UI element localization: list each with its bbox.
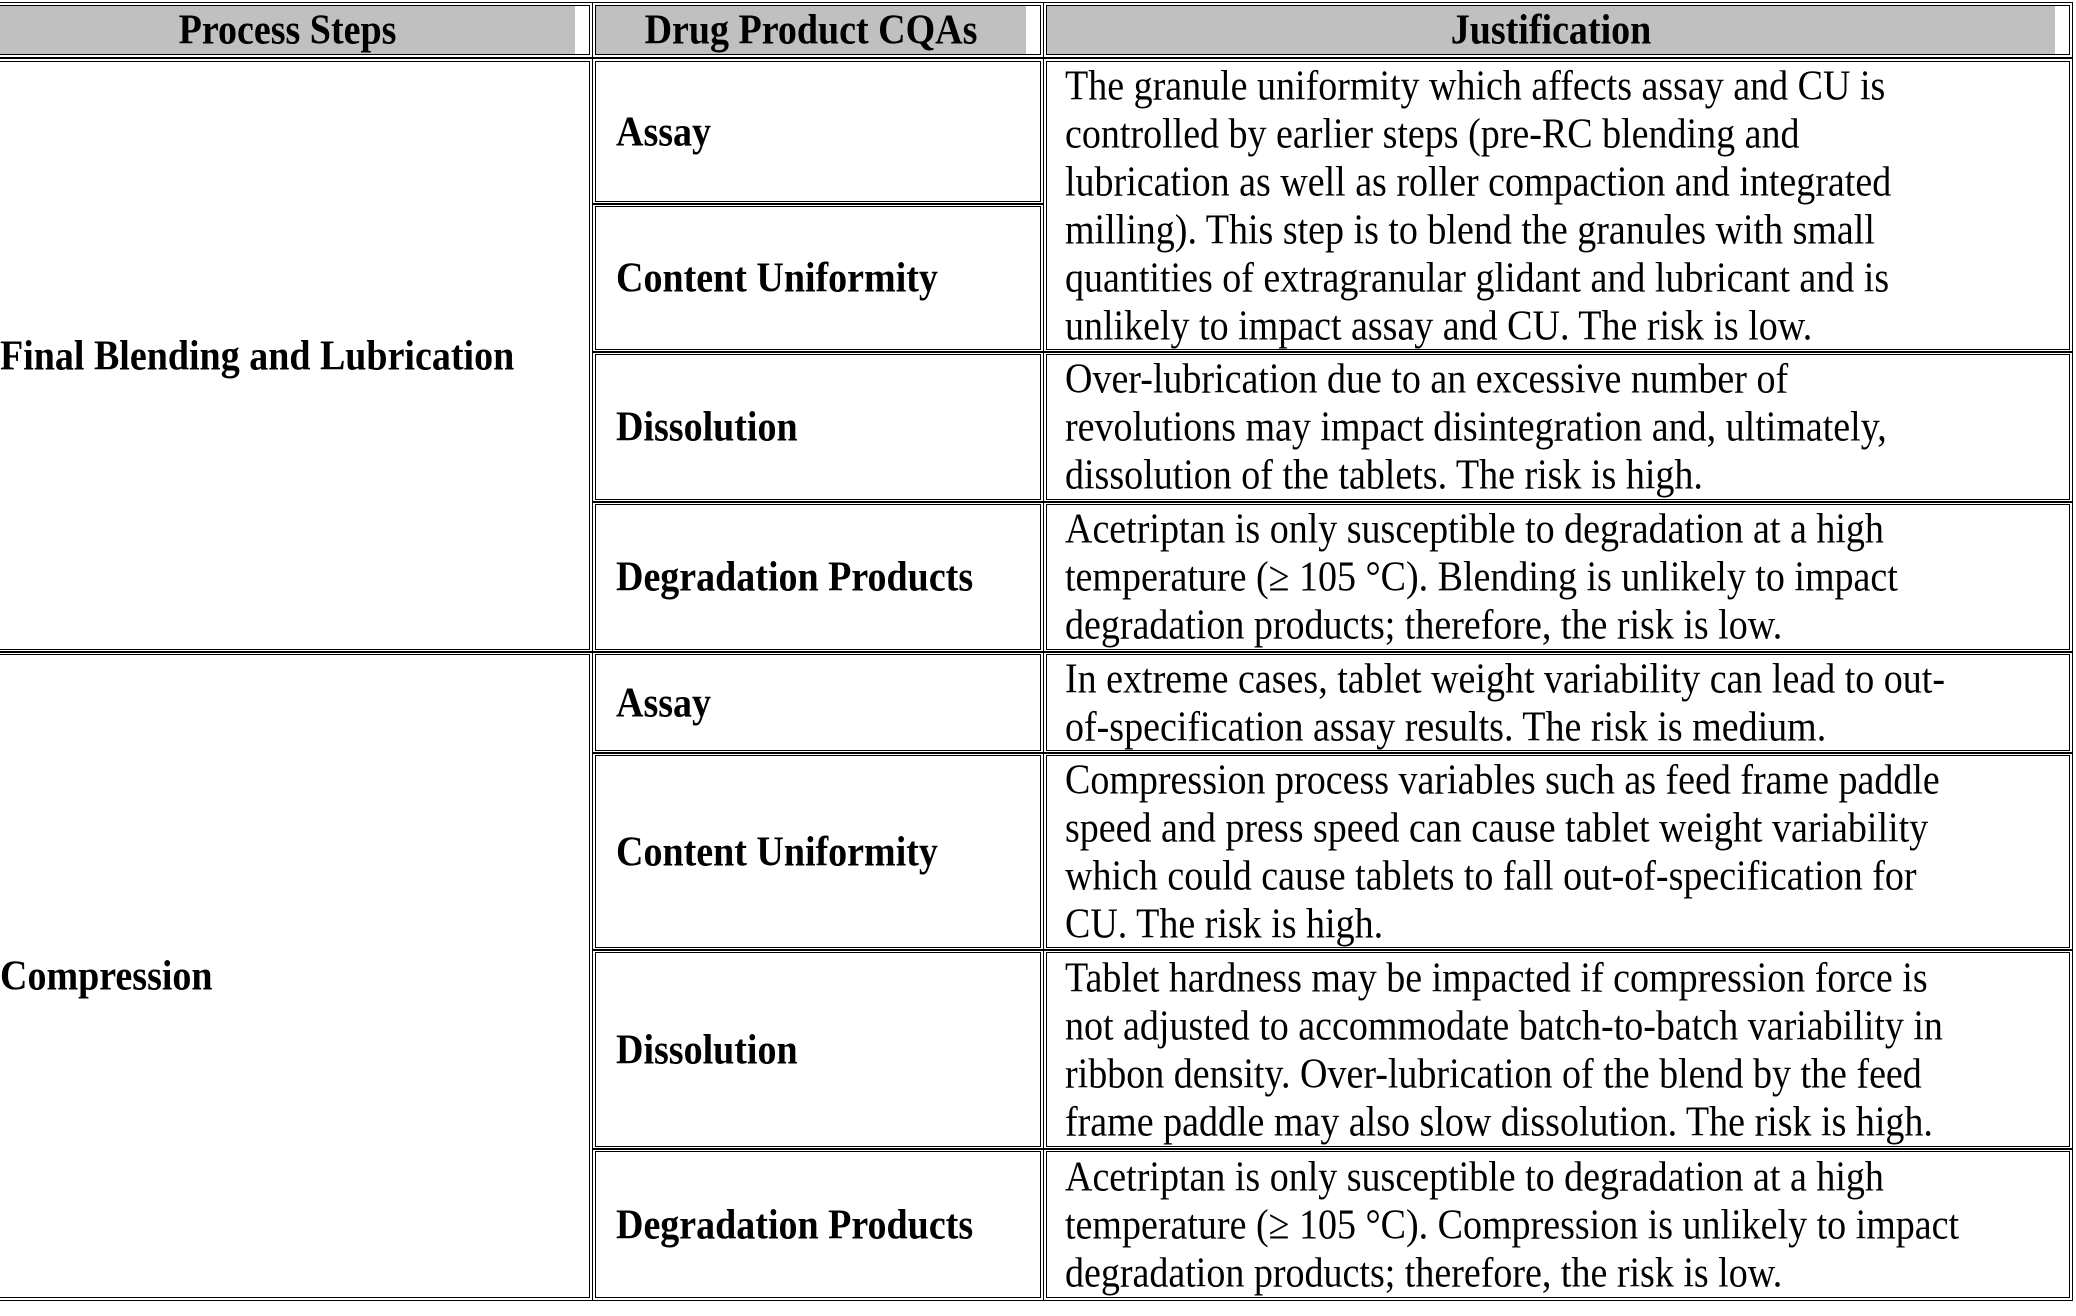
justification-line: Acetriptan is only susceptible to degradation at a high: [1065, 505, 1884, 553]
justification-cell: [1043, 651, 2073, 754]
justification-line: revolutions may impact disintegration and, ultimately,: [1065, 403, 1887, 451]
justification-line: frame paddle may also slow dissolution. The risk is high.: [1065, 1097, 1933, 1146]
justification-line: quantities of extragranular glidant and lubricant and is: [1065, 253, 1890, 302]
justification-cell: [1043, 501, 2073, 653]
cqa-label: Content Uniformity: [616, 827, 938, 876]
justification-line: temperature (≥ 105 °C). Compression is unlikely to impact: [1065, 1200, 1960, 1249]
cqa-cell: [592, 203, 1044, 353]
cqa-label: Assay: [616, 678, 712, 727]
justification-cell: [1043, 752, 2073, 951]
cqa-cell: [592, 501, 1044, 653]
justification-cell: [1043, 1148, 2073, 1301]
cqa-cell: [592, 58, 1044, 205]
cqa-label: Degradation Products: [616, 1200, 974, 1249]
header-justification: [1043, 2, 2073, 58]
cqa-cell: [592, 1148, 1044, 1301]
justification-line: The granule uniformity which affects assay and CU is: [1065, 61, 1886, 110]
process-step-cell: [0, 651, 593, 1301]
justification-line: ribbon density. Over-lubrication of the blend by the feed: [1065, 1049, 1922, 1098]
justification-cell: [1043, 58, 2073, 353]
cqa-label: Assay: [616, 107, 712, 156]
header-process-steps: [0, 2, 593, 58]
justification-cell: [1043, 351, 2073, 503]
justification-line: In extreme cases, tablet weight variability can lead to out-: [1065, 654, 1945, 703]
justification-line: lubrication as well as roller compaction and integrated: [1065, 157, 1892, 206]
process-step-label: Compression: [0, 952, 213, 1000]
process-step-label: Final Blending and Lubrication: [0, 331, 515, 380]
cqa-cell: [592, 949, 1044, 1150]
justification-line: which could cause tablets to fall out-of-specification for: [1065, 851, 1917, 900]
header-label: Justification: [1450, 6, 1652, 54]
justification-line: of-specification assay results. The risk is medium.: [1065, 702, 1827, 751]
justification-line: Acetriptan is only susceptible to degradation at a high: [1065, 1152, 1884, 1201]
justification-line: temperature (≥ 105 °C). Blending is unlikely to impact: [1065, 553, 1898, 601]
justification-line: Compression process variables such as feed frame paddle: [1065, 755, 1940, 804]
justification-line: not adjusted to accommodate batch-to-batch variability in: [1065, 1001, 1943, 1050]
header-cqas: [592, 2, 1044, 58]
justification-line: degradation products; therefore, the risk is low.: [1065, 1248, 1783, 1297]
justification-line: degradation products; therefore, the risk is low.: [1065, 601, 1783, 649]
cqa-cell: [592, 351, 1044, 503]
cqa-cell: [592, 752, 1044, 951]
cqa-label: Dissolution: [616, 1025, 798, 1074]
cqa-cell: [592, 651, 1044, 754]
justification-line: CU. The risk is high.: [1065, 899, 1384, 948]
header-label: Drug Product CQAs: [644, 6, 978, 54]
process-step-cell: [0, 58, 593, 653]
cqa-label: Dissolution: [616, 403, 798, 451]
justification-line: Tablet hardness may be impacted if compression force is: [1065, 953, 1928, 1002]
justification-line: Over-lubrication due to an excessive number of: [1065, 355, 1789, 403]
justification-cell: [1043, 949, 2073, 1150]
justification-line: milling). This step is to blend the granules with small: [1065, 205, 1875, 254]
justification-line: unlikely to impact assay and CU. The risk is low.: [1065, 301, 1813, 350]
justification-line: controlled by earlier steps (pre-RC blending and: [1065, 109, 1800, 158]
justification-line: speed and press speed can cause tablet weight variability: [1065, 803, 1929, 852]
cqa-label: Content Uniformity: [616, 254, 938, 302]
cqa-label: Degradation Products: [616, 553, 974, 601]
justification-line: dissolution of the tablets. The risk is high.: [1065, 451, 1703, 499]
header-label: Process Steps: [178, 6, 397, 54]
